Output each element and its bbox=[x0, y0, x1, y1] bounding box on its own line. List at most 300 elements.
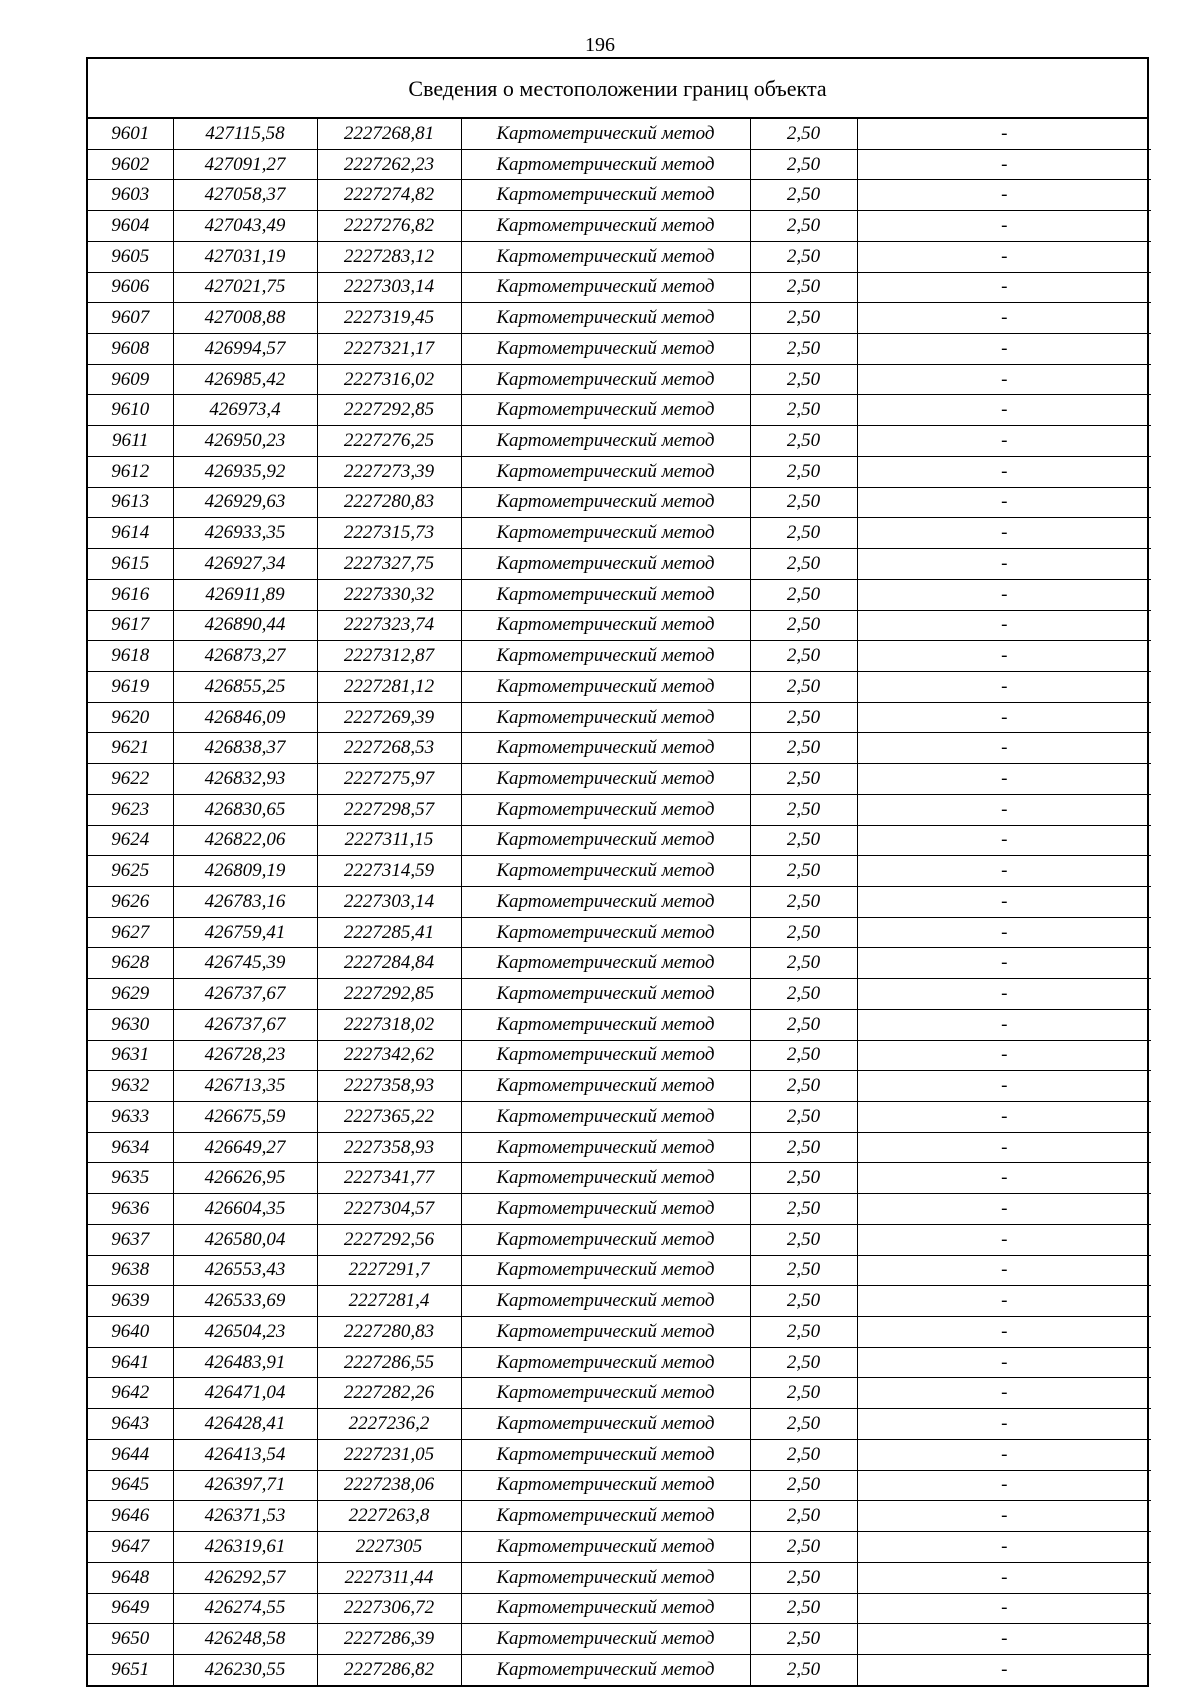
accuracy-cell: 2,50 bbox=[750, 1317, 857, 1348]
description-cell: - bbox=[857, 1009, 1151, 1040]
x-coordinate-cell: 426759,41 bbox=[173, 917, 317, 948]
method-cell: Картометрический метод bbox=[461, 641, 750, 672]
table-row bbox=[88, 487, 1151, 518]
y-coordinate-cell: 2227327,75 bbox=[317, 549, 461, 580]
x-coordinate-cell: 427043,49 bbox=[173, 211, 317, 242]
table-row bbox=[88, 549, 1151, 580]
boundary-table-sheet bbox=[86, 57, 1149, 1687]
description-cell: - bbox=[857, 272, 1151, 303]
table-row bbox=[88, 1102, 1151, 1133]
x-coordinate-cell: 426927,34 bbox=[173, 549, 317, 580]
y-coordinate-cell: 2227311,15 bbox=[317, 825, 461, 856]
method-cell: Картометрический метод bbox=[461, 334, 750, 365]
description-cell: - bbox=[857, 856, 1151, 887]
point-number-cell: 9617 bbox=[88, 610, 173, 641]
accuracy-cell: 2,50 bbox=[750, 241, 857, 272]
method-cell: Картометрический метод bbox=[461, 456, 750, 487]
method-cell: Картометрический метод bbox=[461, 303, 750, 334]
method-cell: Картометрический метод bbox=[461, 549, 750, 580]
description-cell: - bbox=[857, 1224, 1151, 1255]
description-cell: - bbox=[857, 1040, 1151, 1071]
y-coordinate-cell: 2227311,44 bbox=[317, 1562, 461, 1593]
point-number-cell: 9619 bbox=[88, 671, 173, 702]
description-cell: - bbox=[857, 303, 1151, 334]
x-coordinate-cell: 426626,95 bbox=[173, 1163, 317, 1194]
y-coordinate-cell: 2227262,23 bbox=[317, 149, 461, 180]
x-coordinate-cell: 426994,57 bbox=[173, 334, 317, 365]
point-number-cell: 9637 bbox=[88, 1224, 173, 1255]
point-number-cell: 9618 bbox=[88, 641, 173, 672]
x-coordinate-cell: 426873,27 bbox=[173, 641, 317, 672]
table-row bbox=[88, 886, 1151, 917]
description-cell: - bbox=[857, 1163, 1151, 1194]
x-coordinate-cell: 426985,42 bbox=[173, 364, 317, 395]
table-row bbox=[88, 979, 1151, 1010]
accuracy-cell: 2,50 bbox=[750, 1470, 857, 1501]
method-cell: Картометрический метод bbox=[461, 610, 750, 641]
x-coordinate-cell: 426830,65 bbox=[173, 794, 317, 825]
point-number-cell: 9601 bbox=[88, 119, 173, 149]
accuracy-cell: 2,50 bbox=[750, 149, 857, 180]
table-row bbox=[88, 641, 1151, 672]
point-number-cell: 9634 bbox=[88, 1132, 173, 1163]
table-row bbox=[88, 1317, 1151, 1348]
point-number-cell: 9604 bbox=[88, 211, 173, 242]
point-number-cell: 9620 bbox=[88, 702, 173, 733]
description-cell: - bbox=[857, 948, 1151, 979]
point-number-cell: 9627 bbox=[88, 917, 173, 948]
method-cell: Картометрический метод bbox=[461, 1470, 750, 1501]
description-cell: - bbox=[857, 1470, 1151, 1501]
description-cell: - bbox=[857, 1501, 1151, 1532]
x-coordinate-cell: 426846,09 bbox=[173, 702, 317, 733]
y-coordinate-cell: 2227292,85 bbox=[317, 979, 461, 1010]
method-cell: Картометрический метод bbox=[461, 149, 750, 180]
point-number-cell: 9651 bbox=[88, 1654, 173, 1684]
method-cell: Картометрический метод bbox=[461, 1009, 750, 1040]
method-cell: Картометрический метод bbox=[461, 1132, 750, 1163]
accuracy-cell: 2,50 bbox=[750, 579, 857, 610]
description-cell: - bbox=[857, 917, 1151, 948]
accuracy-cell: 2,50 bbox=[750, 948, 857, 979]
x-coordinate-cell: 426292,57 bbox=[173, 1562, 317, 1593]
accuracy-cell: 2,50 bbox=[750, 1593, 857, 1624]
x-coordinate-cell: 427008,88 bbox=[173, 303, 317, 334]
x-coordinate-cell: 426274,55 bbox=[173, 1593, 317, 1624]
table-row bbox=[88, 241, 1151, 272]
accuracy-cell: 2,50 bbox=[750, 1071, 857, 1102]
accuracy-cell: 2,50 bbox=[750, 180, 857, 211]
table-row bbox=[88, 1040, 1151, 1071]
table-row bbox=[88, 764, 1151, 795]
point-number-cell: 9642 bbox=[88, 1378, 173, 1409]
method-cell: Картометрический метод bbox=[461, 180, 750, 211]
method-cell: Картометрический метод bbox=[461, 1624, 750, 1655]
table-title: Сведения о местоположении границ объекта bbox=[88, 59, 1147, 119]
description-cell: - bbox=[857, 825, 1151, 856]
y-coordinate-cell: 2227286,82 bbox=[317, 1654, 461, 1684]
method-cell: Картометрический метод bbox=[461, 364, 750, 395]
y-coordinate-cell: 2227282,26 bbox=[317, 1378, 461, 1409]
description-cell: - bbox=[857, 1593, 1151, 1624]
description-cell: - bbox=[857, 733, 1151, 764]
description-cell: - bbox=[857, 395, 1151, 426]
point-number-cell: 9626 bbox=[88, 886, 173, 917]
method-cell: Картометрический метод bbox=[461, 1194, 750, 1225]
accuracy-cell: 2,50 bbox=[750, 487, 857, 518]
accuracy-cell: 2,50 bbox=[750, 272, 857, 303]
y-coordinate-cell: 2227323,74 bbox=[317, 610, 461, 641]
table-row bbox=[88, 1470, 1151, 1501]
point-number-cell: 9632 bbox=[88, 1071, 173, 1102]
accuracy-cell: 2,50 bbox=[750, 549, 857, 580]
point-number-cell: 9648 bbox=[88, 1562, 173, 1593]
method-cell: Картометрический метод bbox=[461, 671, 750, 702]
point-number-cell: 9623 bbox=[88, 794, 173, 825]
method-cell: Картометрический метод bbox=[461, 825, 750, 856]
y-coordinate-cell: 2227305 bbox=[317, 1532, 461, 1563]
x-coordinate-cell: 427031,19 bbox=[173, 241, 317, 272]
x-coordinate-cell: 426728,23 bbox=[173, 1040, 317, 1071]
point-number-cell: 9649 bbox=[88, 1593, 173, 1624]
method-cell: Картометрический метод bbox=[461, 764, 750, 795]
point-number-cell: 9610 bbox=[88, 395, 173, 426]
table-row bbox=[88, 856, 1151, 887]
x-coordinate-cell: 427058,37 bbox=[173, 180, 317, 211]
point-number-cell: 9615 bbox=[88, 549, 173, 580]
x-coordinate-cell: 426713,35 bbox=[173, 1071, 317, 1102]
accuracy-cell: 2,50 bbox=[750, 702, 857, 733]
accuracy-cell: 2,50 bbox=[750, 1439, 857, 1470]
y-coordinate-cell: 2227306,72 bbox=[317, 1593, 461, 1624]
table-row bbox=[88, 364, 1151, 395]
table-row bbox=[88, 1255, 1151, 1286]
description-cell: - bbox=[857, 1654, 1151, 1684]
y-coordinate-cell: 2227273,39 bbox=[317, 456, 461, 487]
point-number-cell: 9605 bbox=[88, 241, 173, 272]
y-coordinate-cell: 2227268,81 bbox=[317, 119, 461, 149]
table-row bbox=[88, 1286, 1151, 1317]
accuracy-cell: 2,50 bbox=[750, 1255, 857, 1286]
method-cell: Картометрический метод bbox=[461, 886, 750, 917]
table-row bbox=[88, 518, 1151, 549]
description-cell: - bbox=[857, 180, 1151, 211]
y-coordinate-cell: 2227286,39 bbox=[317, 1624, 461, 1655]
table-row bbox=[88, 119, 1151, 149]
accuracy-cell: 2,50 bbox=[750, 119, 857, 149]
y-coordinate-cell: 2227269,39 bbox=[317, 702, 461, 733]
y-coordinate-cell: 2227286,55 bbox=[317, 1347, 461, 1378]
description-cell: - bbox=[857, 1624, 1151, 1655]
y-coordinate-cell: 2227284,84 bbox=[317, 948, 461, 979]
point-number-cell: 9616 bbox=[88, 579, 173, 610]
x-coordinate-cell: 426935,92 bbox=[173, 456, 317, 487]
x-coordinate-cell: 426838,37 bbox=[173, 733, 317, 764]
y-coordinate-cell: 2227303,14 bbox=[317, 886, 461, 917]
description-cell: - bbox=[857, 610, 1151, 641]
accuracy-cell: 2,50 bbox=[750, 641, 857, 672]
y-coordinate-cell: 2227358,93 bbox=[317, 1071, 461, 1102]
point-number-cell: 9603 bbox=[88, 180, 173, 211]
description-cell: - bbox=[857, 1562, 1151, 1593]
accuracy-cell: 2,50 bbox=[750, 426, 857, 457]
method-cell: Картометрический метод bbox=[461, 948, 750, 979]
table-row bbox=[88, 1532, 1151, 1563]
y-coordinate-cell: 2227304,57 bbox=[317, 1194, 461, 1225]
x-coordinate-cell: 426737,67 bbox=[173, 979, 317, 1010]
y-coordinate-cell: 2227314,59 bbox=[317, 856, 461, 887]
y-coordinate-cell: 2227280,83 bbox=[317, 1317, 461, 1348]
description-cell: - bbox=[857, 149, 1151, 180]
description-cell: - bbox=[857, 334, 1151, 365]
accuracy-cell: 2,50 bbox=[750, 518, 857, 549]
table-row bbox=[88, 671, 1151, 702]
point-number-cell: 9622 bbox=[88, 764, 173, 795]
x-coordinate-cell: 426950,23 bbox=[173, 426, 317, 457]
x-coordinate-cell: 426832,93 bbox=[173, 764, 317, 795]
table-row bbox=[88, 1347, 1151, 1378]
table-row bbox=[88, 610, 1151, 641]
method-cell: Картометрический метод bbox=[461, 241, 750, 272]
description-cell: - bbox=[857, 671, 1151, 702]
y-coordinate-cell: 2227365,22 bbox=[317, 1102, 461, 1133]
description-cell: - bbox=[857, 487, 1151, 518]
x-coordinate-cell: 427021,75 bbox=[173, 272, 317, 303]
method-cell: Картометрический метод bbox=[461, 211, 750, 242]
y-coordinate-cell: 2227231,05 bbox=[317, 1439, 461, 1470]
table-row bbox=[88, 1194, 1151, 1225]
y-coordinate-cell: 2227236,2 bbox=[317, 1409, 461, 1440]
point-number-cell: 9624 bbox=[88, 825, 173, 856]
y-coordinate-cell: 2227341,77 bbox=[317, 1163, 461, 1194]
table-row bbox=[88, 1409, 1151, 1440]
coordinates-table-body bbox=[88, 119, 1151, 1685]
point-number-cell: 9650 bbox=[88, 1624, 173, 1655]
point-number-cell: 9625 bbox=[88, 856, 173, 887]
point-number-cell: 9609 bbox=[88, 364, 173, 395]
method-cell: Картометрический метод bbox=[461, 917, 750, 948]
accuracy-cell: 2,50 bbox=[750, 1654, 857, 1684]
method-cell: Картометрический метод bbox=[461, 518, 750, 549]
x-coordinate-cell: 426428,41 bbox=[173, 1409, 317, 1440]
accuracy-cell: 2,50 bbox=[750, 979, 857, 1010]
accuracy-cell: 2,50 bbox=[750, 364, 857, 395]
description-cell: - bbox=[857, 1439, 1151, 1470]
y-coordinate-cell: 2227315,73 bbox=[317, 518, 461, 549]
x-coordinate-cell: 426933,35 bbox=[173, 518, 317, 549]
y-coordinate-cell: 2227268,53 bbox=[317, 733, 461, 764]
point-number-cell: 9631 bbox=[88, 1040, 173, 1071]
method-cell: Картометрический метод bbox=[461, 1654, 750, 1684]
table-row bbox=[88, 426, 1151, 457]
description-cell: - bbox=[857, 764, 1151, 795]
description-cell: - bbox=[857, 364, 1151, 395]
description-cell: - bbox=[857, 641, 1151, 672]
x-coordinate-cell: 427115,58 bbox=[173, 119, 317, 149]
x-coordinate-cell: 426745,39 bbox=[173, 948, 317, 979]
x-coordinate-cell: 426911,89 bbox=[173, 579, 317, 610]
point-number-cell: 9612 bbox=[88, 456, 173, 487]
x-coordinate-cell: 426890,44 bbox=[173, 610, 317, 641]
point-number-cell: 9640 bbox=[88, 1317, 173, 1348]
x-coordinate-cell: 426737,67 bbox=[173, 1009, 317, 1040]
point-number-cell: 9602 bbox=[88, 149, 173, 180]
table-row bbox=[88, 211, 1151, 242]
x-coordinate-cell: 426248,58 bbox=[173, 1624, 317, 1655]
x-coordinate-cell: 426230,55 bbox=[173, 1654, 317, 1684]
y-coordinate-cell: 2227238,06 bbox=[317, 1470, 461, 1501]
table-row bbox=[88, 180, 1151, 211]
point-number-cell: 9606 bbox=[88, 272, 173, 303]
point-number-cell: 9641 bbox=[88, 1347, 173, 1378]
point-number-cell: 9628 bbox=[88, 948, 173, 979]
point-number-cell: 9607 bbox=[88, 303, 173, 334]
point-number-cell: 9633 bbox=[88, 1102, 173, 1133]
point-number-cell: 9638 bbox=[88, 1255, 173, 1286]
table-row bbox=[88, 579, 1151, 610]
y-coordinate-cell: 2227298,57 bbox=[317, 794, 461, 825]
method-cell: Картометрический метод bbox=[461, 1071, 750, 1102]
method-cell: Картометрический метод bbox=[461, 1439, 750, 1470]
point-number-cell: 9647 bbox=[88, 1532, 173, 1563]
accuracy-cell: 2,50 bbox=[750, 1562, 857, 1593]
description-cell: - bbox=[857, 1317, 1151, 1348]
description-cell: - bbox=[857, 1102, 1151, 1133]
coordinates-table bbox=[88, 119, 1151, 1685]
method-cell: Картометрический метод bbox=[461, 1040, 750, 1071]
y-coordinate-cell: 2227303,14 bbox=[317, 272, 461, 303]
method-cell: Картометрический метод bbox=[461, 794, 750, 825]
y-coordinate-cell: 2227319,45 bbox=[317, 303, 461, 334]
y-coordinate-cell: 2227281,12 bbox=[317, 671, 461, 702]
point-number-cell: 9643 bbox=[88, 1409, 173, 1440]
description-cell: - bbox=[857, 1255, 1151, 1286]
table-row bbox=[88, 1593, 1151, 1624]
y-coordinate-cell: 2227276,25 bbox=[317, 426, 461, 457]
point-number-cell: 9621 bbox=[88, 733, 173, 764]
x-coordinate-cell: 426973,4 bbox=[173, 395, 317, 426]
point-number-cell: 9645 bbox=[88, 1470, 173, 1501]
accuracy-cell: 2,50 bbox=[750, 825, 857, 856]
description-cell: - bbox=[857, 702, 1151, 733]
method-cell: Картометрический метод bbox=[461, 1593, 750, 1624]
table-row bbox=[88, 334, 1151, 365]
accuracy-cell: 2,50 bbox=[750, 917, 857, 948]
accuracy-cell: 2,50 bbox=[750, 395, 857, 426]
accuracy-cell: 2,50 bbox=[750, 733, 857, 764]
description-cell: - bbox=[857, 549, 1151, 580]
table-row bbox=[88, 1071, 1151, 1102]
y-coordinate-cell: 2227358,93 bbox=[317, 1132, 461, 1163]
x-coordinate-cell: 426471,04 bbox=[173, 1378, 317, 1409]
point-number-cell: 9636 bbox=[88, 1194, 173, 1225]
method-cell: Картометрический метод bbox=[461, 1102, 750, 1133]
accuracy-cell: 2,50 bbox=[750, 886, 857, 917]
method-cell: Картометрический метод bbox=[461, 733, 750, 764]
y-coordinate-cell: 2227263,8 bbox=[317, 1501, 461, 1532]
y-coordinate-cell: 2227274,82 bbox=[317, 180, 461, 211]
x-coordinate-cell: 426371,53 bbox=[173, 1501, 317, 1532]
accuracy-cell: 2,50 bbox=[750, 1102, 857, 1133]
accuracy-cell: 2,50 bbox=[750, 1163, 857, 1194]
x-coordinate-cell: 426413,54 bbox=[173, 1439, 317, 1470]
table-row bbox=[88, 149, 1151, 180]
y-coordinate-cell: 2227321,17 bbox=[317, 334, 461, 365]
description-cell: - bbox=[857, 579, 1151, 610]
x-coordinate-cell: 426604,35 bbox=[173, 1194, 317, 1225]
description-cell: - bbox=[857, 518, 1151, 549]
method-cell: Картометрический метод bbox=[461, 1286, 750, 1317]
method-cell: Картометрический метод bbox=[461, 1532, 750, 1563]
method-cell: Картометрический метод bbox=[461, 856, 750, 887]
table-row bbox=[88, 1439, 1151, 1470]
description-cell: - bbox=[857, 1194, 1151, 1225]
accuracy-cell: 2,50 bbox=[750, 1009, 857, 1040]
description-cell: - bbox=[857, 1071, 1151, 1102]
point-number-cell: 9635 bbox=[88, 1163, 173, 1194]
accuracy-cell: 2,50 bbox=[750, 764, 857, 795]
table-row bbox=[88, 303, 1151, 334]
x-coordinate-cell: 426783,16 bbox=[173, 886, 317, 917]
method-cell: Картометрический метод bbox=[461, 487, 750, 518]
x-coordinate-cell: 426675,59 bbox=[173, 1102, 317, 1133]
accuracy-cell: 2,50 bbox=[750, 1347, 857, 1378]
description-cell: - bbox=[857, 426, 1151, 457]
x-coordinate-cell: 426855,25 bbox=[173, 671, 317, 702]
accuracy-cell: 2,50 bbox=[750, 1286, 857, 1317]
y-coordinate-cell: 2227275,97 bbox=[317, 764, 461, 795]
method-cell: Картометрический метод bbox=[461, 272, 750, 303]
accuracy-cell: 2,50 bbox=[750, 671, 857, 702]
y-coordinate-cell: 2227318,02 bbox=[317, 1009, 461, 1040]
accuracy-cell: 2,50 bbox=[750, 1532, 857, 1563]
table-row bbox=[88, 272, 1151, 303]
x-coordinate-cell: 426580,04 bbox=[173, 1224, 317, 1255]
x-coordinate-cell: 426553,43 bbox=[173, 1255, 317, 1286]
table-row bbox=[88, 917, 1151, 948]
y-coordinate-cell: 2227291,7 bbox=[317, 1255, 461, 1286]
table-row bbox=[88, 1562, 1151, 1593]
x-coordinate-cell: 426533,69 bbox=[173, 1286, 317, 1317]
x-coordinate-cell: 426319,61 bbox=[173, 1532, 317, 1563]
accuracy-cell: 2,50 bbox=[750, 211, 857, 242]
description-cell: - bbox=[857, 1409, 1151, 1440]
table-row bbox=[88, 1132, 1151, 1163]
accuracy-cell: 2,50 bbox=[750, 1409, 857, 1440]
method-cell: Картометрический метод bbox=[461, 1347, 750, 1378]
y-coordinate-cell: 2227292,85 bbox=[317, 395, 461, 426]
method-cell: Картометрический метод bbox=[461, 1255, 750, 1286]
table-row bbox=[88, 1654, 1151, 1684]
accuracy-cell: 2,50 bbox=[750, 456, 857, 487]
method-cell: Картометрический метод bbox=[461, 1317, 750, 1348]
accuracy-cell: 2,50 bbox=[750, 1501, 857, 1532]
description-cell: - bbox=[857, 1532, 1151, 1563]
point-number-cell: 9644 bbox=[88, 1439, 173, 1470]
table-row bbox=[88, 456, 1151, 487]
point-number-cell: 9630 bbox=[88, 1009, 173, 1040]
accuracy-cell: 2,50 bbox=[750, 1194, 857, 1225]
description-cell: - bbox=[857, 119, 1151, 149]
point-number-cell: 9639 bbox=[88, 1286, 173, 1317]
x-coordinate-cell: 426822,06 bbox=[173, 825, 317, 856]
x-coordinate-cell: 426397,71 bbox=[173, 1470, 317, 1501]
point-number-cell: 9613 bbox=[88, 487, 173, 518]
method-cell: Картометрический метод bbox=[461, 979, 750, 1010]
y-coordinate-cell: 2227316,02 bbox=[317, 364, 461, 395]
table-row bbox=[88, 948, 1151, 979]
x-coordinate-cell: 426504,23 bbox=[173, 1317, 317, 1348]
